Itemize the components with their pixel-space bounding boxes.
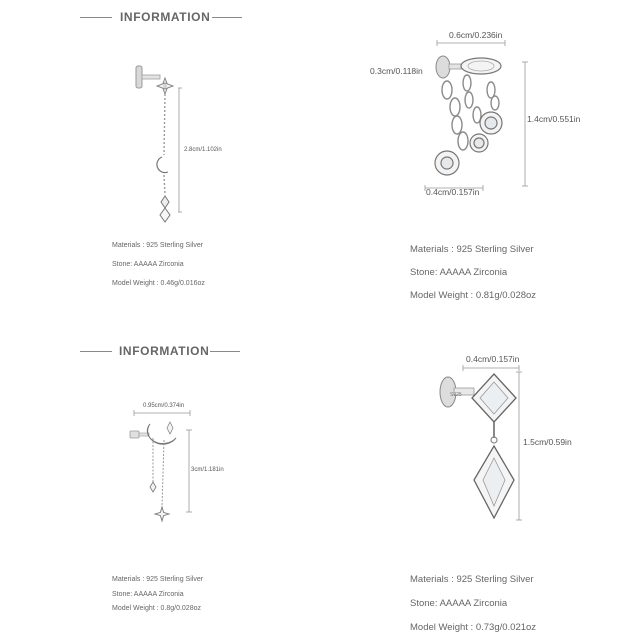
top-width-label: 0.6cm/0.236in — [449, 30, 503, 40]
earring-chain-cuff — [425, 45, 525, 195]
length-marker-1 — [178, 88, 186, 218]
length-marker-4 — [516, 372, 522, 522]
spec-stone: Stone: AAAAA Zirconia — [410, 267, 508, 278]
spec-weight: Model Weight : 0.81g/0.028oz — [410, 290, 537, 301]
header-rule-left — [80, 17, 112, 18]
spec-materials: Materials : 925 Sterling Silver — [112, 576, 204, 583]
spec-materials: Materials : 925 Sterling Silver — [410, 244, 534, 255]
header-rule-right — [210, 351, 240, 352]
post-label: 0.3cm/0.118in — [370, 66, 423, 76]
info-heading: INFORMATION — [120, 10, 211, 24]
header-rule-right — [212, 17, 242, 18]
length-label: 2.8cm/1.102in — [184, 147, 222, 153]
spec-stone: Stone: AAAAA Zirconia — [112, 591, 184, 598]
spec-stone: Stone: AAAAA Zirconia — [112, 261, 184, 268]
spec-weight: Model Weight : 0.8g/0.028oz — [112, 605, 201, 612]
length-label: 1.5cm/0.59in — [523, 437, 572, 447]
spec-materials: Materials : 925 Sterling Silver — [112, 242, 204, 249]
info-heading: INFORMATION — [119, 344, 210, 358]
spec-weight: Model Weight : 0.46g/0.016oz — [112, 280, 205, 287]
top-width-label: 0.95cm/0.374in — [143, 403, 185, 409]
stone-width-label: 0.4cm/0.157in — [426, 187, 480, 197]
top-width-label: 0.4cm/0.157in — [466, 354, 520, 364]
spec-materials: Materials : 925 Sterling Silver — [410, 574, 534, 585]
header-rule-left — [80, 351, 112, 352]
stamp-text: S925 — [450, 392, 462, 398]
spec-weight: Model Weight : 0.73g/0.021oz — [410, 622, 537, 633]
length-label: 3cm/1.181in — [191, 467, 224, 473]
spec-stone: Stone: AAAAA Zirconia — [410, 598, 508, 609]
earring-star-moon-drop — [120, 60, 200, 230]
length-marker-2 — [522, 62, 528, 192]
length-label: 1.4cm/0.551in — [527, 114, 581, 124]
